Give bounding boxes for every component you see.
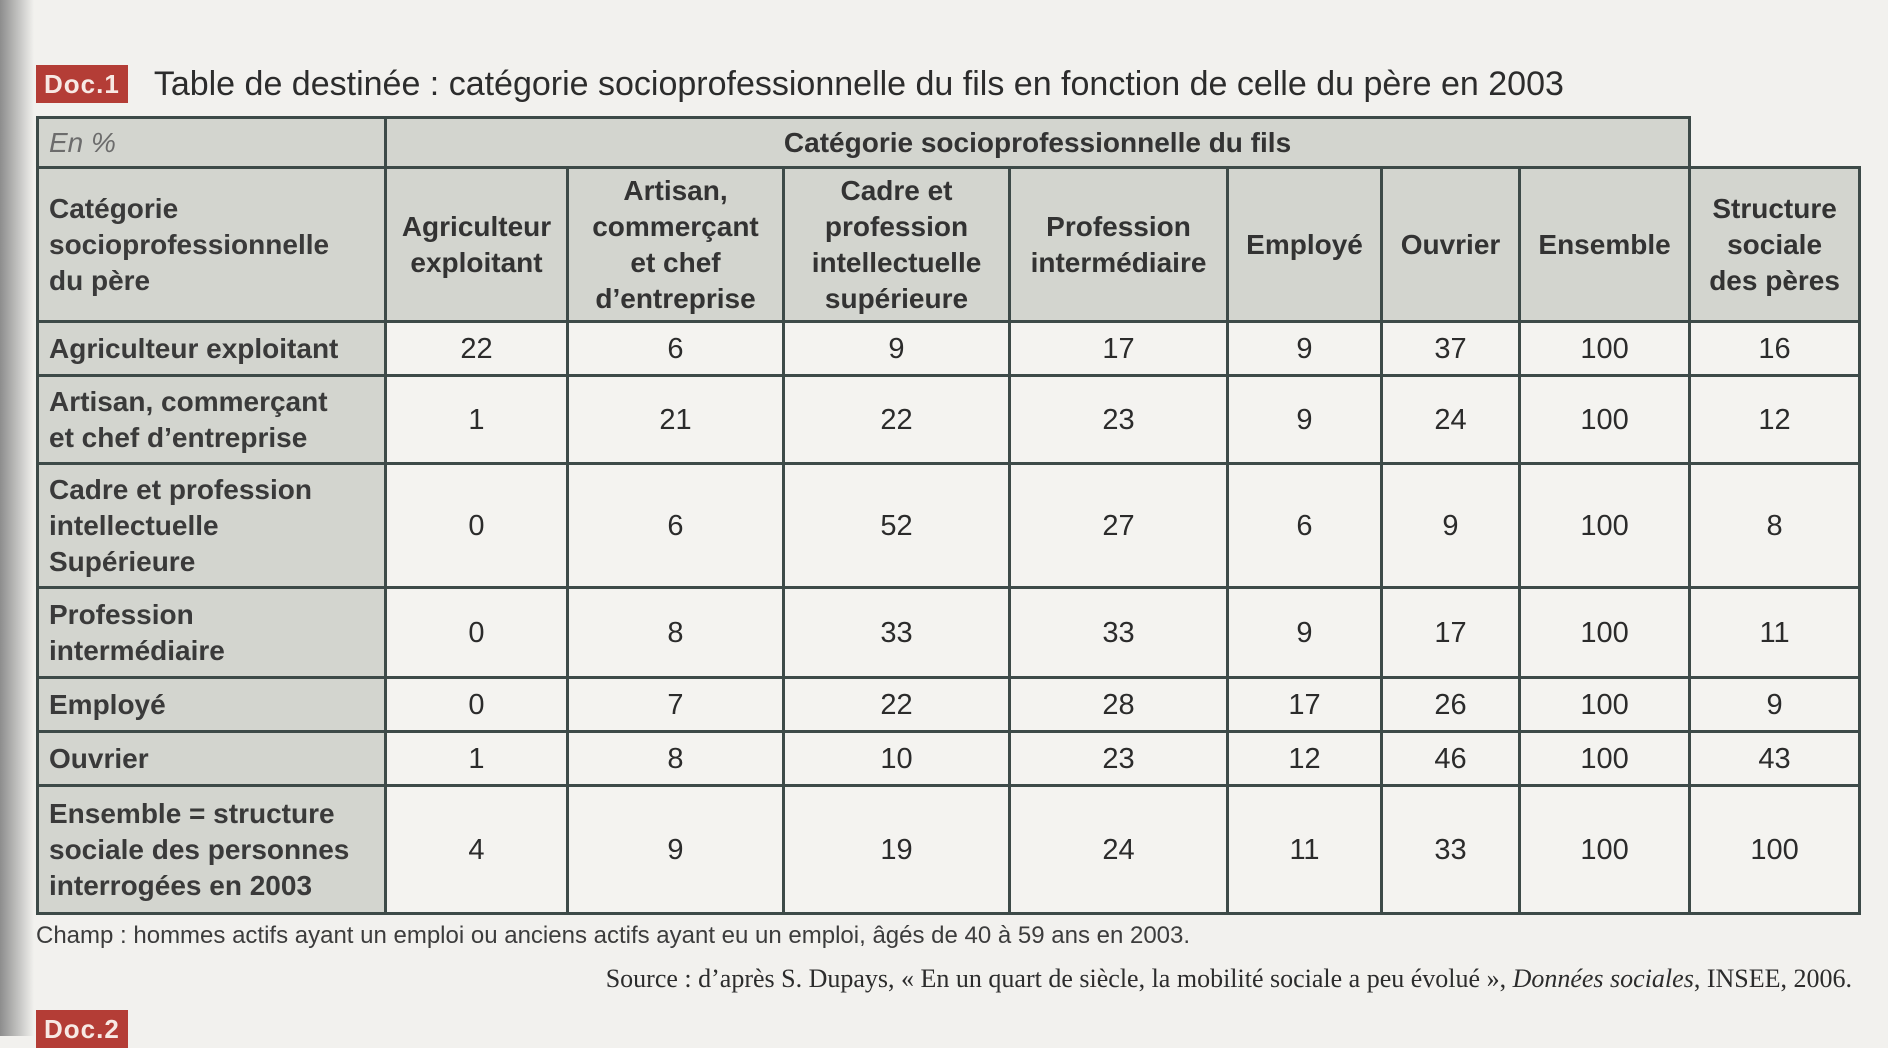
table-cell: 9 (1382, 464, 1520, 588)
table-cell: 24 (1382, 376, 1520, 464)
table-row (38, 588, 1860, 678)
table-cell: 100 (1520, 464, 1690, 588)
table-cell: 43 (1690, 732, 1860, 786)
document-title: Table de destinée : catégorie socioprofessionnelle du fils en fonction de celle du père en 2003 (153, 64, 1564, 103)
table-cell: 9 (1228, 588, 1382, 678)
table-cell: 100 (1520, 322, 1690, 376)
column-header: Ensemble (1520, 168, 1690, 322)
table-cell: 11 (1228, 786, 1382, 914)
table-cell: 10 (784, 732, 1010, 786)
table-cell: 17 (1010, 322, 1228, 376)
table-cell: 8 (1690, 464, 1860, 588)
source-note (606, 964, 1852, 994)
table-cell: 1 (386, 732, 568, 786)
table-cell: 7 (568, 678, 784, 732)
table-cell: 22 (784, 678, 1010, 732)
table-cell: 17 (1228, 678, 1382, 732)
row-label: Ouvrier (38, 732, 386, 786)
page-binding-shadow (0, 0, 34, 1036)
table-cell: 0 (386, 588, 568, 678)
table-cell: 9 (1228, 322, 1382, 376)
source-suffix: , INSEE, 2006. (1693, 964, 1852, 993)
table-cell: 19 (784, 786, 1010, 914)
table-cell: 11 (1690, 588, 1860, 678)
column-header: Structure sociale des pères (1690, 168, 1860, 322)
source-prefix: Source : d’après S. Dupays, « En un quart de siècle, la mobilité sociale a peu évolué », (605, 964, 1513, 993)
table-row (38, 732, 1860, 786)
table-row (38, 678, 1860, 732)
table-cell: 6 (568, 322, 784, 376)
row-label: Employé (38, 678, 386, 732)
row-label: Profession intermédiaire (38, 588, 386, 678)
table-cell: 100 (1520, 588, 1690, 678)
table-row (38, 464, 1860, 588)
mobility-table (36, 116, 1861, 915)
table-cell: 8 (568, 588, 784, 678)
table-cell: 27 (1010, 464, 1228, 588)
table-cell: 23 (1010, 376, 1228, 464)
table-cell: 33 (784, 588, 1010, 678)
table-cell: 26 (1382, 678, 1520, 732)
table-cell: 1 (386, 376, 568, 464)
empty-corner (1690, 118, 1860, 168)
table-cell: 16 (1690, 322, 1860, 376)
column-header: Employé (1228, 168, 1382, 322)
source-publication: Données sociales (1512, 964, 1694, 993)
row-label: Ensemble = structure sociale des personnes interrogées en 2003 (38, 786, 386, 914)
column-header: Artisan, commerçant et chef d’entreprise (568, 168, 784, 322)
table-cell: 8 (568, 732, 784, 786)
table-cell: 52 (784, 464, 1010, 588)
table-cell: 23 (1010, 732, 1228, 786)
table-cell: 12 (1690, 376, 1860, 464)
document-header (36, 62, 1564, 106)
table-cell: 0 (386, 678, 568, 732)
column-header: Ouvrier (1382, 168, 1520, 322)
table-cell: 0 (386, 464, 568, 588)
scope-note: Champ : hommes actifs ayant un emploi ou anciens actifs ayant eu un emploi, âgés de 40 à 59 ans en 2003. (36, 922, 1191, 949)
table-cell: 100 (1690, 786, 1860, 914)
table-cell: 33 (1010, 588, 1228, 678)
column-header: Profession intermédiaire (1010, 168, 1228, 322)
corner-label: Catégorie socioprofessionnelle du père (38, 168, 386, 322)
table-row (38, 322, 1860, 376)
table-cell: 100 (1520, 678, 1690, 732)
table-cell: 17 (1382, 588, 1520, 678)
table-cell: 22 (386, 322, 568, 376)
table-cell: 9 (568, 786, 784, 914)
table-cell: 37 (1382, 322, 1520, 376)
table-cell: 21 (568, 376, 784, 464)
column-header: Agriculteur exploitant (386, 168, 568, 322)
table-cell: 46 (1382, 732, 1520, 786)
table-cell: 12 (1228, 732, 1382, 786)
unit-label: En % (38, 118, 386, 168)
table-cell: 6 (568, 464, 784, 588)
table-cell: 24 (1010, 786, 1228, 914)
row-label: Agriculteur exploitant (38, 322, 386, 376)
next-doc-badge: Doc.2 (36, 1010, 128, 1048)
column-header: Cadre et profession intellectuelle supérieure (784, 168, 1010, 322)
table-row (38, 786, 1860, 914)
doc-badge: Doc.1 (36, 65, 128, 103)
table-row (38, 376, 1860, 464)
table-cell: 22 (784, 376, 1010, 464)
table-cell: 28 (1010, 678, 1228, 732)
row-label: Artisan, commerçant et chef d’entreprise (38, 376, 386, 464)
table-cell: 9 (1690, 678, 1860, 732)
table-cell: 100 (1520, 376, 1690, 464)
table-cell: 33 (1382, 786, 1520, 914)
table-cell: 100 (1520, 732, 1690, 786)
group-header: Catégorie socioprofessionnelle du fils (386, 118, 1690, 168)
table-cell: 9 (1228, 376, 1382, 464)
table-cell: 100 (1520, 786, 1690, 914)
table-cell: 4 (386, 786, 568, 914)
table-cell: 6 (1228, 464, 1382, 588)
row-label: Cadre et profession intellectuelle Supérieure (38, 464, 386, 588)
table-cell: 9 (784, 322, 1010, 376)
